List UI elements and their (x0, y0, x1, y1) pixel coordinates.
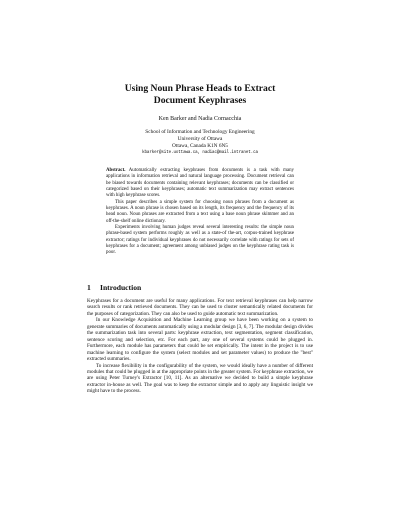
affiliation-university: University of Ottawa (177, 136, 223, 142)
paper-title (40, 83, 360, 107)
affiliation-school: School of Information and Technology Engineering (145, 129, 255, 135)
section-title: Introduction (100, 283, 142, 292)
affiliation-location: Ottawa, Canada K1N 6N5 (172, 143, 228, 149)
abstract (106, 168, 294, 257)
body-paragraph-1: Keyphrases for a document are useful for many applications. For text retrieval keyphrases can help narrow search results or rank retrieved documents. They can be used to cluster semantically related documents for the purposes of categorization. They can also be used to guide automatic text summarization. (87, 298, 313, 317)
body-paragraph-2: In our Knowledge Acquisition and Machine Learning group we have been working on a system to generate summaries of documents automatically using a modular design [3, 6, 7]. The modular design divides the summarization task into several parts: keyphrase extraction, text segmentation, segment classification, sentence scoring and selection, etc. For each part, any one of several systems could be plugged in. Furthermore, each module has parameters that could be set empirically. The intent in the project is to use machine learning to configure the system (select modules and set parameter values) to produce the "best" extracted summaries. (87, 317, 313, 363)
title-line-1: Using Noun Phrase Heads to Extract (124, 83, 276, 94)
author-names: Ken Barker and Nadia Cornacchia (158, 116, 242, 122)
section-number: 1 (87, 283, 91, 292)
author-emails: kbarker@site.uottawa.ca, nadiac@mail.intranet.ca (142, 151, 258, 155)
section-heading (87, 283, 313, 293)
affiliation-block (40, 129, 360, 157)
abstract-paragraph-2: This paper describes a simple system for choosing noun phrases from a document as keyphrases. A noun phrase is chosen based on its length, its frequency and the frequency of its head noun. Noun phrases are extracted from a text using a base noun phrase skimmer and an off-the-shelf online dictionary. (106, 199, 294, 224)
abstract-paragraph-1 (106, 168, 294, 200)
title-line-2: Document Keyphrases (153, 95, 247, 106)
section-body (87, 298, 313, 395)
abstract-paragraph-3: Experiments involving human judges reveal several interesting results: the simple noun phrase-based system performs roughly as well as a state-of the-art, corpus-trained keyphrase extractor; ratings for individual keyphrases do not necessarily correlate with ratings for sets of keyphrases for a document; agreement among unbiased judges on the keyphrase rating task is poor. (106, 225, 294, 256)
body-paragraph-3: To increase flexibility in the configurability of the system, we would ideally have a number of different modules that could be plugged in at the appropriate points in the greater system. For keyphrase extraction, we are using Peter Turney's Extractor [10, 11]. As an alternative we decided to build a simple keyphrase extractor in-house as well. The goal was to keep the extractor simple and to apply any linguistic insight we might have to the process. (87, 362, 313, 395)
abstract-paragraph-1-text: Automatically extracting keyphrases from documents is a task with many applications in information retrieval and natural language processing. Document retrieval can be biased towards documents containing relevant keyphrases; documents can be classified or categorized based on their keyphrases; automatic text summarization may extract sentences with high keyphrase scores. (106, 168, 294, 199)
abstract-label: Abstract. (106, 168, 126, 173)
